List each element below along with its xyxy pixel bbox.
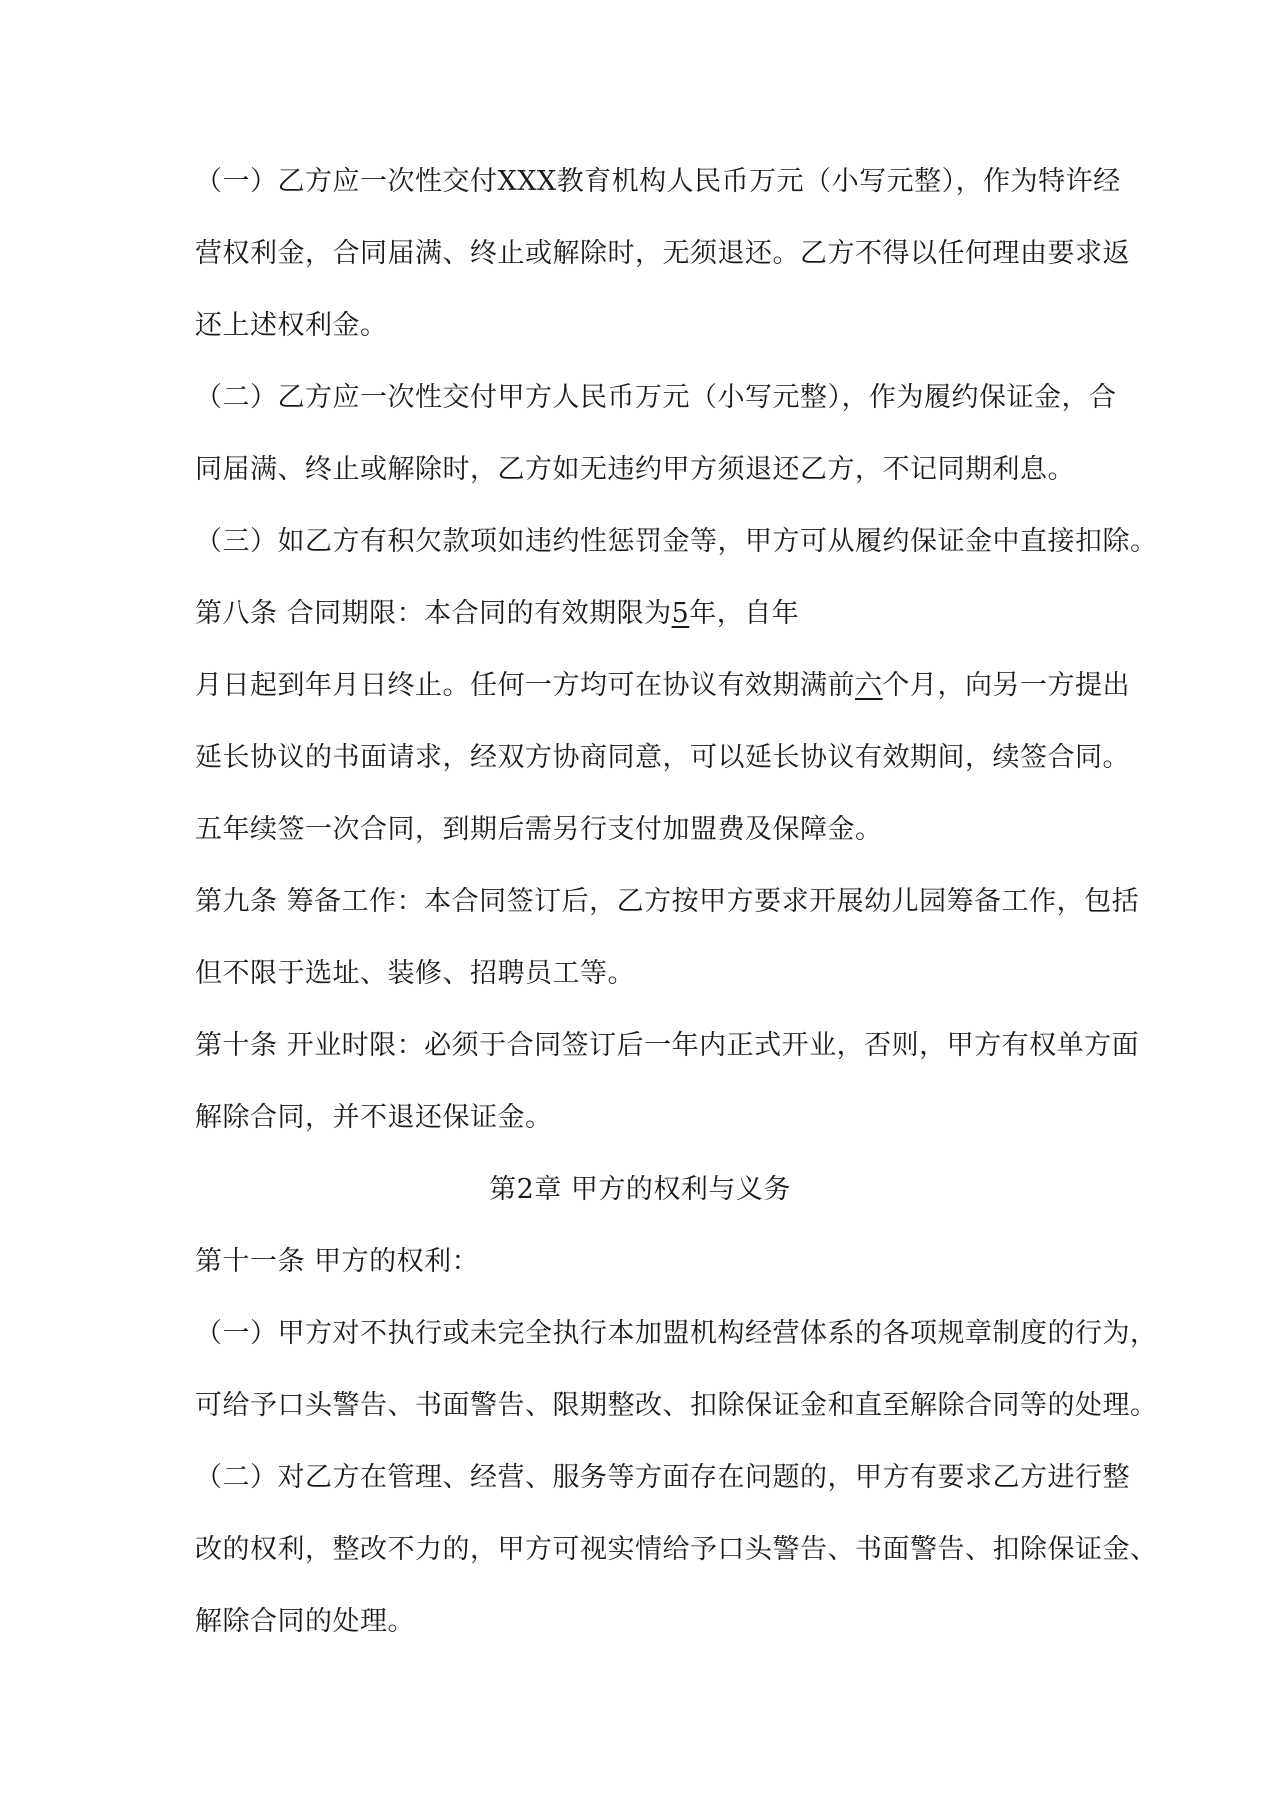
chapter-title: 第2章 甲方的权利与义务	[489, 1174, 791, 1205]
paragraph-line: （一）乙方应一次性交付XXX教育机构人民币万元（小写元整），作为特许经	[195, 166, 1121, 197]
paragraph-line: 解除合同，并不退还保证金。	[195, 1102, 553, 1133]
paragraph-line: 改的权利，整改不力的，甲方可视实情给予口头警告、书面警告、扣除保证金、	[195, 1534, 1158, 1565]
article-8-text-end: 年，自年	[689, 598, 800, 629]
paragraph-line: 延长协议的书面请求，经双方协商同意，可以延长协议有效期间，续签合同。	[195, 742, 1130, 773]
article-8-cont-text-end: 个月，向另一方提出	[882, 670, 1130, 701]
article-8-line	[195, 594, 1125, 634]
paragraph-line: （二）对乙方在管理、经营、服务等方面存在问题的，甲方有要求乙方进行整	[195, 1462, 1130, 1493]
paragraph-line: 第十条 开业时限：必须于合同签订后一年内正式开业，否则，甲方有权单方面	[195, 1030, 1140, 1061]
notice-months-value: 六	[855, 670, 883, 701]
paragraph-line: 解除合同的处理。	[195, 1606, 415, 1637]
paragraph-line: 第十一条 甲方的权利：	[195, 1246, 480, 1277]
paragraph-line: 还上述权利金。	[195, 310, 388, 341]
paragraph-line: （一）甲方对不执行或未完全执行本加盟机构经营体系的各项规章制度的行为，	[195, 1318, 1158, 1349]
contract-years-value: 5	[671, 598, 690, 629]
article-8-text: 第八条 合同期限：本合同的有效期限为	[195, 598, 672, 629]
paragraph-line: 营权利金，合同届满、终止或解除时，无须退还。乙方不得以任何理由要求返	[195, 238, 1130, 269]
article-8-continued-line	[195, 666, 1130, 706]
paragraph-line: （二）乙方应一次性交付甲方人民币万元（小写元整），作为履约保证金，合	[195, 382, 1117, 413]
paragraph-line: 可给予口头警告、书面警告、限期整改、扣除保证金和直至解除合同等的处理。	[195, 1390, 1158, 1421]
paragraph-line: 第九条 筹备工作：本合同签订后，乙方按甲方要求开展幼儿园筹备工作，包括	[195, 886, 1140, 917]
paragraph-line: （三）如乙方有积欠款项如违约性惩罚金等，甲方可从履约保证金中直接扣除。	[195, 526, 1158, 557]
article-8-cont-text: 月日起到年月日终止。任何一方均可在协议有效期满前	[195, 670, 855, 701]
paragraph-line: 但不限于选址、装修、招聘员工等。	[195, 958, 635, 989]
paragraph-line: 同届满、终止或解除时，乙方如无违约甲方须退还乙方，不记同期利息。	[195, 454, 1075, 485]
paragraph-line: 五年续签一次合同，到期后需另行支付加盟费及保障金。	[195, 814, 883, 845]
